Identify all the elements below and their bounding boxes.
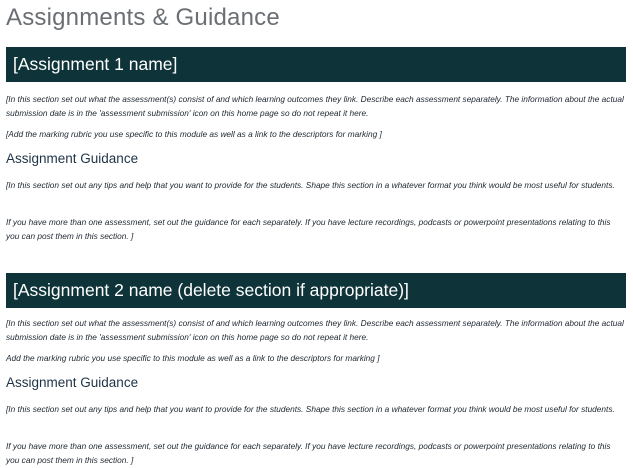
assignment-2-banner: [Assignment 2 name (delete section if appropriate)]: [6, 273, 626, 308]
assignment-2-guidance-intro: [In this section set out any tips and help that you want to provide for the students. Shape this section in a whatever format you think would be most useful for students.: [6, 404, 615, 414]
assignment-2-rubric-note: Add the marking rubric you use specific to this module as well as a link to the descriptors for marking ]: [6, 353, 380, 363]
assignment-1-banner: [Assignment 1 name]: [6, 47, 626, 82]
assignment-1-guidance-intro: [In this section set out any tips and help that you want to provide for the students. Shape this section in a whatever format you think would be most useful for students.: [6, 180, 615, 190]
assignment-2-guidance-multi: If you have more than one assessment, set out the guidance for each separately. If you have lecture recordings, podcasts or powerpoint presentations relating to this you can post them in this section. ]: [6, 441, 611, 465]
assignment-1-rubric-note: [Add the marking rubric you use specific to this module as well as a link to the descriptors for marking ]: [6, 129, 382, 139]
assignment-1-guidance-multi: If you have more than one assessment, set out the guidance for each separately. If you have lecture recordings, podcasts or powerpoint presentations relating to this you can post them in this section. ]: [6, 217, 611, 241]
page-title: Assignments & Guidance: [6, 4, 280, 31]
assignment-1-intro: [In this section set out what the assessment(s) consist of and which learning outcomes they link. Describe each assessment separately. The information about the actual submission date is in the 'assessment submission' icon on this home page so do not repeat it here.: [6, 94, 624, 118]
assignment-2-intro: [In this section set out what the assessment(s) consist of and which learning outcomes they link. Describe each assessment separately. The information about the actual submission date is in the 'assessment submission' icon on this home page so do not repeat it here.: [6, 318, 624, 342]
assignment-2-guidance-heading: Assignment Guidance: [6, 375, 139, 390]
assignment-1-guidance-heading: Assignment Guidance: [6, 151, 139, 166]
